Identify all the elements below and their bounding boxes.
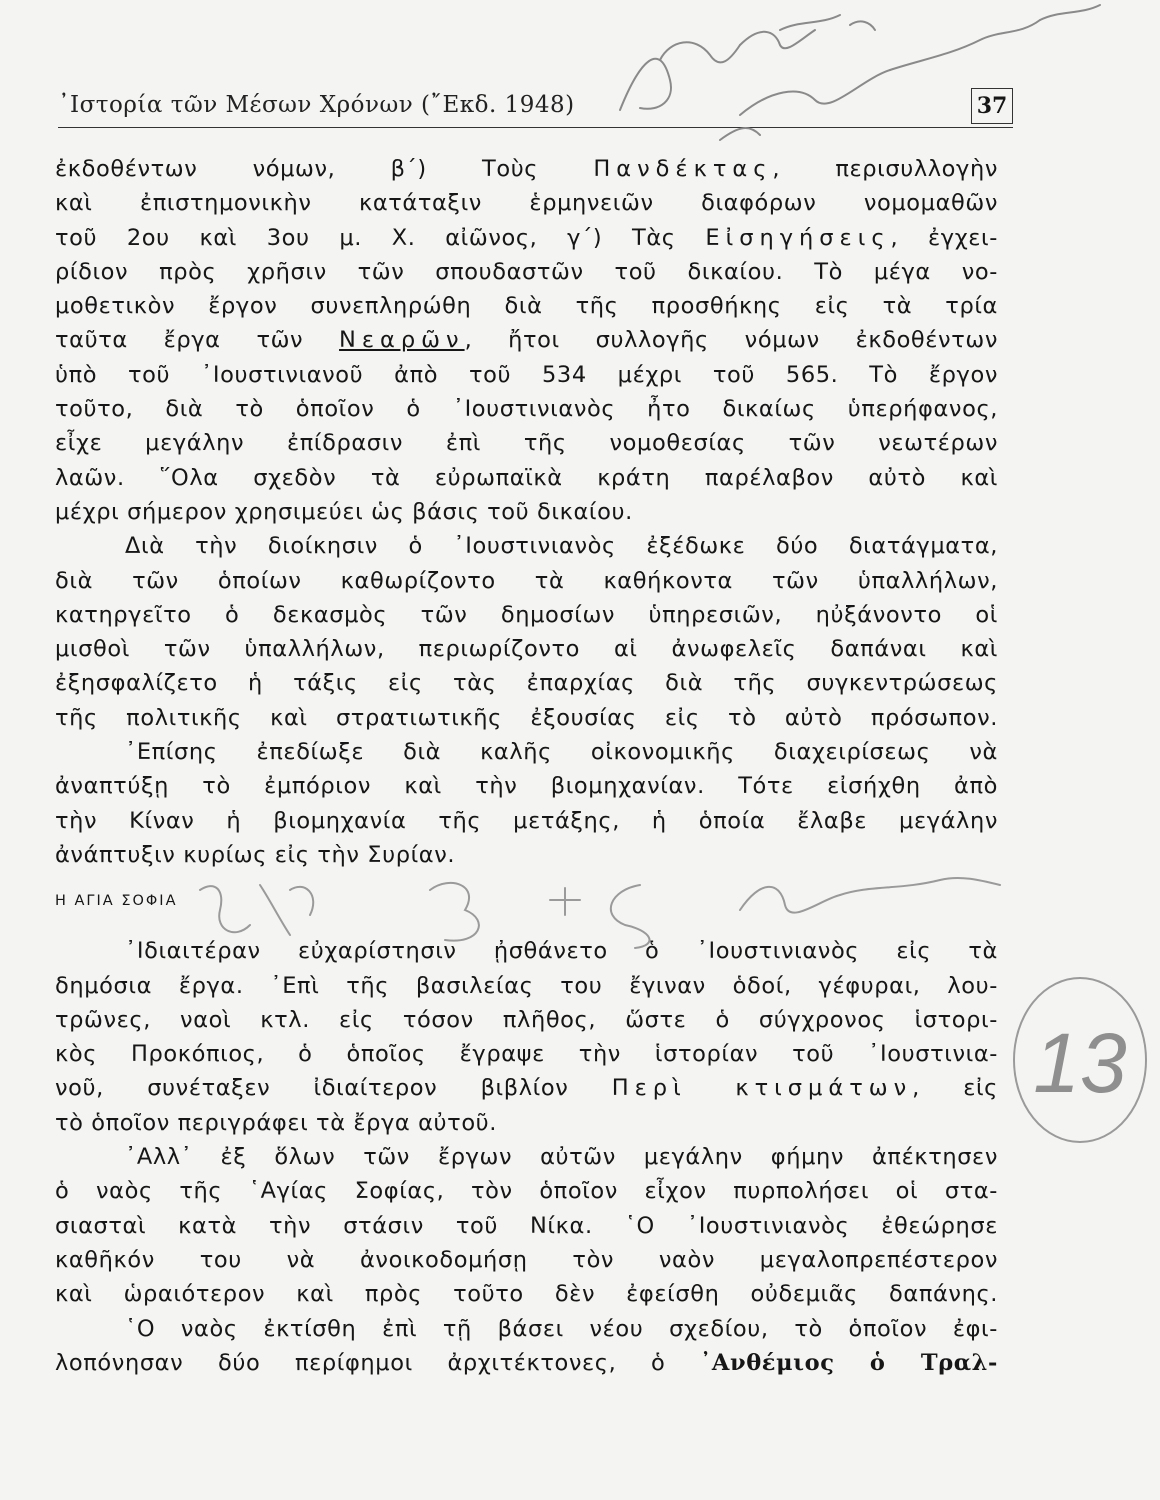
text-line: ᾿Ιδιαιτέραν εὐχαρίστησιν ᾐσθάνετο ὁ ᾿Ιουστινιανὸς εἰς τὰ — [125, 938, 998, 965]
text-line: τῆς πολιτικῆς καὶ στρατιωτικῆς ἐξουσίας εἰς τὸ αὐτὸ πρόσωπον. — [55, 704, 998, 731]
text-line: μισθοὶ τῶν ὑπαλλήλων, περιωρίζοντο αἱ ἀνωφελεῖς δαπάναι καὶ — [55, 636, 998, 663]
body-text — [55, 152, 998, 1380]
text-line: κὸς Προκόπιος, ὁ ὁποῖος ἔγραψε τὴν ἱστορίαν τοῦ ᾿Ιουστινια- — [55, 1041, 998, 1068]
spaced-term-novellae: Νεαρῶν — [339, 327, 465, 354]
text-line: ἐξησφαλίζετο ἡ τάξις εἰς τὰς ἐπαρχίας διὰ τῆς συγκεντρώσεως — [55, 670, 998, 697]
text-line: τοῦτο, διὰ τὸ ὁποῖον ὁ ᾿Ιουστινιανὸς ἦτο δικαίως ὑπερήφανος, — [55, 396, 998, 423]
header-rule — [58, 127, 1013, 128]
text-line: διὰ τῶν ὁποίων καθωρίζοντο τὰ καθήκοντα τῶν ὑπαλλήλων, — [55, 567, 998, 594]
text-line: ῾Ο ναὸς ἐκτίσθη ἐπὶ τῇ βάσει νέου σχεδίου, τὸ ὁποῖον ἐφι- — [125, 1315, 998, 1342]
running-head — [58, 88, 1013, 128]
text-line: τοῦ 2ου καὶ 3ου μ. Χ. αἰῶνος, γ΄) Τὰς Εἰσηγήσεις, ἐγχει- — [55, 224, 998, 251]
text-line: ᾿Αλλ᾿ ἐξ ὅλων τῶν ἔργων αὐτῶν μεγάλην φήμην ἀπέκτησεν — [125, 1144, 998, 1171]
paragraph-hagia-sophia — [55, 1140, 998, 1311]
text-line: δημόσια ἔργα. ᾿Επὶ τῆς βασιλείας του ἔγιναν ὁδοί, γέφυραι, λου- — [55, 972, 998, 999]
text-line: τὸ ὁποῖον περιγράφει τὰ ἔργα αὐτοῦ. — [55, 1109, 498, 1136]
text-line: καθῆκόν του νὰ ἀνοικοδομήσῃ τὸν ναὸν μεγαλοπρεπέστερον — [55, 1246, 998, 1273]
spaced-term-institutes: Εἰσηγήσεις — [705, 224, 891, 251]
text-line: μέχρι σήμερον χρησιμεύει ὡς βάσις τοῦ δικαίου. — [55, 498, 633, 525]
text-line: τρῶνες, ναοὶ κτλ. εἰς τόσον πλῆθος, ὥστε ὁ σύγχρονος ἱστορι- — [55, 1006, 998, 1033]
text-line: τὴν Κίναν ἡ βιομηχανία τῆς μετάξης, ἡ ὁποία ἔλαβε μεγάλην — [55, 807, 998, 834]
text-line: ταῦτα ἔργα τῶν Νεαρῶν, ἤτοι συλλογῆς νόμων ἐκδοθέντων — [55, 327, 998, 354]
paragraph-public-works — [55, 934, 998, 1140]
paragraph-administration — [55, 529, 998, 735]
text-line: καὶ ἐπιστημονικὴν κατάταξιν ἑρμηνειῶν διαφόρων νομομαθῶν — [55, 190, 998, 217]
circled-number-annotation — [1000, 970, 1160, 1160]
paragraph-architects — [55, 1312, 998, 1381]
text-line: μοθετικὸν ἔργον συνεπληρώθη διὰ τῆς προσθήκης εἰς τὰ τρία — [55, 293, 998, 320]
bold-name-anthemius: ᾿Ανθέμιος ὁ Τραλ- — [700, 1349, 998, 1376]
page-number: 37 — [971, 88, 1013, 124]
text-line: καὶ ὡραιότερον καὶ πρὸς τοῦτο δὲν ἐφείσθη οὐδεμιᾶς δαπάνης. — [55, 1281, 998, 1308]
text-line: ἀναπτύξῃ τὸ ἐμπόριον καὶ τὴν βιομηχανίαν. Τότε εἰσήχθη ἀπὸ — [55, 773, 998, 800]
text-line: λοπόνησαν δύο περίφημοι ἀρχιτέκτονες, ὁ ᾿Ανθέμιος ὁ Τραλ- — [55, 1349, 998, 1376]
text-line: Διὰ τὴν διοίκησιν ὁ ᾿Ιουστινιανὸς ἐξέδωκε δύο διατάγματα, — [125, 533, 998, 560]
text-line: ρίδιον πρὸς χρῆσιν τῶν σπουδαστῶν τοῦ δικαίου. Τὸ μέγα νο- — [55, 258, 998, 285]
running-head-title: ᾿Ιστορία τῶν Μέσων Χρόνων (῎Εκδ. 1948) — [58, 92, 575, 118]
spaced-term-buildings: Περὶ κτισμάτων — [611, 1075, 913, 1102]
text-line: σιασταὶ κατὰ τὴν στάσιν τοῦ Νίκα. ῾Ο ᾿Ιουστινιανὸς ἐθεώρησε — [55, 1212, 998, 1239]
spaced-term-pandects: Πανδέκτας — [593, 156, 773, 182]
circled-number-text: 13 — [1033, 1016, 1127, 1110]
text-line: ἐκδοθέντων νόμων, β΄) Τοὺς Πανδέκτας, περισυλλογὴν — [55, 156, 998, 182]
paragraph-justinian-code — [55, 152, 998, 529]
text-line: νοῦ, συνέταξεν ἰδιαίτερον βιβλίον Περὶ κτισμάτων, εἰς — [55, 1075, 998, 1102]
text-line: εἶχε μεγάλην ἐπίδρασιν ἐπὶ τῆς νομοθεσίας τῶν νεωτέρων — [55, 430, 998, 457]
text-line: ὑπὸ τοῦ ᾿Ιουστινιανοῦ ἀπὸ τοῦ 534 μέχρι τοῦ 565. Τὸ ἔργον — [55, 361, 998, 388]
text-line: ᾿Επίσης ἐπεδίωξε διὰ καλῆς οἰκονομικῆς διαχειρίσεως νὰ — [125, 739, 998, 766]
paragraph-economy — [55, 735, 998, 872]
text-line: λαῶν. ῞Ολα σχεδὸν τὰ εὐρωπαϊκὰ κράτη παρέλαβον αὐτὸ καὶ — [55, 464, 998, 491]
text-line: ὁ ναὸς τῆς ῾Αγίας Σοφίας, τὸν ὁποῖον εἶχον πυρπολήσει οἱ στα- — [55, 1178, 998, 1205]
spacer — [55, 922, 998, 934]
section-heading: Η ΑΓΙΑ ΣΟΦΙΑ — [55, 893, 178, 910]
text-line: κατηργεῖτο ὁ δεκασμὸς τῶν δημοσίων ὑπηρεσιῶν, ηὐξάνοντο οἱ — [55, 601, 998, 628]
text-line: ἀνάπτυξιν κυρίως εἰς τὴν Συρίαν. — [55, 841, 456, 868]
